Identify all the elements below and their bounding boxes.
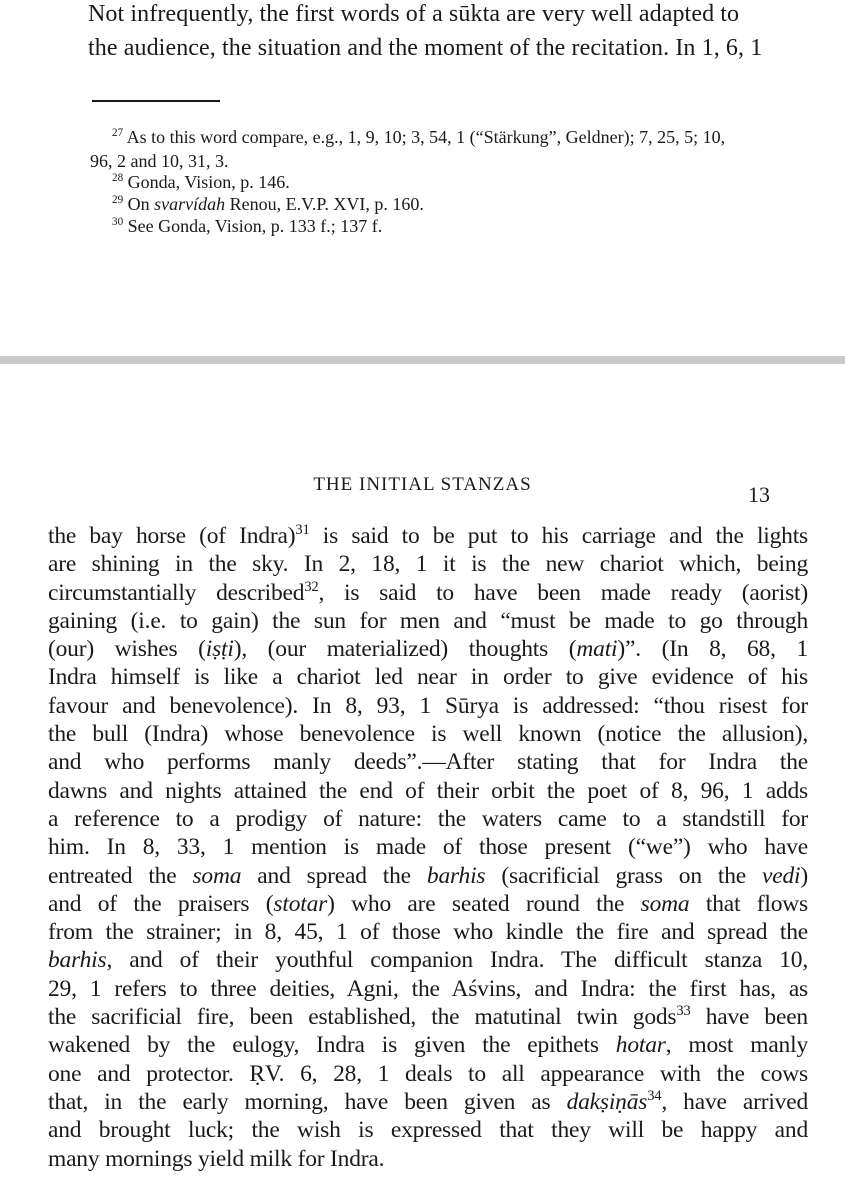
footnote-text: See Gonda, Vision, p. 133 f.; 137 f. [127,216,383,236]
footnote-ref: 34 [647,1088,662,1105]
text-span: wakened by the eulogy, Indra is given the epithets [48,1032,616,1059]
footnote-30 [112,215,382,237]
text-span: ), (our materialized) thoughts ( [233,636,577,663]
text-line [48,635,808,663]
text-span: that, in the early morning, have been given as [48,1088,567,1115]
previous-page-fragment [0,0,845,356]
text-line [48,805,808,833]
text-line [48,833,808,861]
page-number: 13 [748,482,770,507]
footnote-ref: 33 [676,1003,691,1020]
text-span: favour and benevolence). In 8, 93, 1 Sūrya is addressed: “thou risest for [48,692,808,719]
body-text-line [88,34,830,62]
text-line [48,918,808,946]
footnote-text: As to this word compare, e.g., 1, 9, 10; 3, 54, 1 (“Stärkung”, Geldner); 7, 25, 5; 10, [126,127,726,147]
text-line [48,663,808,691]
text-span: , and of their youthful companion Indra. The difficult stanza 10, [106,947,808,974]
running-head: THE INITIAL STANZAS [313,474,532,495]
footnote-number: 27 [112,127,124,139]
text-line [48,550,808,578]
text-span: is said to be put to his carriage and the lights [309,523,808,549]
main-text-block [48,522,808,1173]
body-text-span: Not infrequently, the first words of a sūkta are very well adapted to [88,1,740,27]
text-span: and brought luck; the wish is expressed that they will be happy and [48,1117,808,1144]
text-span: dawns and nights attained the end of their orbit the poet of 8, 96, 1 adds [48,777,808,804]
text-span: ) [800,862,808,889]
body-text-line [88,0,830,28]
italic-term: dakṣiṇās [566,1088,648,1115]
text-span: , is said to have been made ready (aorist) [318,579,808,606]
text-span: the bull (Indra) whose benevolence is well known (notice the allusion), [48,721,808,748]
text-line [48,1031,808,1059]
text-span: from the strainer; in 8, 45, 1 of those who kindle the fire and spread the [48,919,808,946]
italic-term: hotar [615,1032,666,1059]
footnote-number: 30 [112,216,124,228]
italic-term: iṣṭi [205,636,234,663]
italic-term: soma [192,862,242,889]
text-span: )”. (In 8, 68, 1 [617,636,808,663]
footnote-text: 96, 2 and 10, 31, 3. [90,151,229,171]
text-span: many mornings yield milk for Indra. [48,1145,385,1172]
text-span: (our) wishes ( [48,636,206,663]
text-span: (sacrificial grass on the [485,862,763,889]
footnote-number: 29 [112,194,124,206]
page-divider [0,356,845,364]
text-span: 29, 1 refers to three deities, Agni, the Aśvins, and Indra: the first has, as [48,975,808,1002]
footnote-text: Gonda, Vision, p. 146. [127,172,290,192]
text-span: are shining in the sky. In 2, 18, 1 it is the new chariot which, being [48,551,808,578]
text-span: have been [690,1004,808,1031]
text-line [48,862,808,890]
text-line [48,579,808,607]
text-span: him. In 8, 33, 1 mention is made of those present (“we”) who have [48,834,808,861]
text-span: gaining (i.e. to gain) the sun for men and “must be made to go through [48,607,808,634]
italic-term: mati [576,636,618,663]
text-span: entreated the [48,862,193,889]
italic-term: vedi [762,862,801,889]
text-span: and spread the [241,862,427,889]
text-span: circumstantially described [48,579,305,606]
text-span: one and protector. ṚV. 6, 28, 1 deals to all appearance with the cows [48,1060,808,1087]
text-span: Indra himself is like a chariot led near in order to give evidence of his [48,664,808,691]
text-span: the bay horse (of Indra) [48,523,296,549]
footnote-italic-term: svarvídah [154,194,226,214]
text-span: a reference to a prodigy of nature: the waters came to a standstill for [48,805,808,832]
text-span: , most manly [665,1032,808,1059]
text-span: , have arrived [661,1088,809,1115]
text-span: the sacrificial fire, been established, the matutinal twin gods [48,1004,677,1031]
text-line [48,777,808,805]
text-span: and of the praisers ( [48,890,274,917]
footnote-rule [92,100,220,102]
footnote-28 [112,171,290,193]
text-line [48,1145,808,1173]
footnote-text: On [127,194,155,214]
text-line [48,720,808,748]
text-span: that flows [689,890,808,917]
footnote-number: 28 [112,172,124,184]
italic-term: barhis [426,862,486,889]
text-line [48,975,808,1003]
text-line [48,522,808,550]
text-span: and who performs manly deeds”.—After stating that for Indra the [48,749,808,776]
text-line [48,607,808,635]
footnote-29 [112,193,424,215]
italic-term: barhis [48,947,107,974]
body-text-span: the audience, the situation and the moment of the recitation. In 1, 6, 1 [88,35,763,61]
text-line [48,890,808,918]
text-line [48,1088,808,1116]
italic-term: soma [640,890,690,917]
footnote-ref: 32 [304,578,319,595]
text-line [48,1116,808,1144]
text-line [48,946,808,974]
footnote-27 [112,126,725,148]
text-line [48,748,808,776]
text-line [48,1060,808,1088]
footnote-ref: 31 [295,522,310,539]
text-line [48,692,808,720]
footnote-27-continued [90,150,229,172]
text-span: ) who are seated round the [327,890,641,917]
footnote-text: Renou, E.V.P. XVI, p. 160. [225,194,424,214]
italic-term: stotar [273,890,328,917]
text-line [48,1003,808,1031]
